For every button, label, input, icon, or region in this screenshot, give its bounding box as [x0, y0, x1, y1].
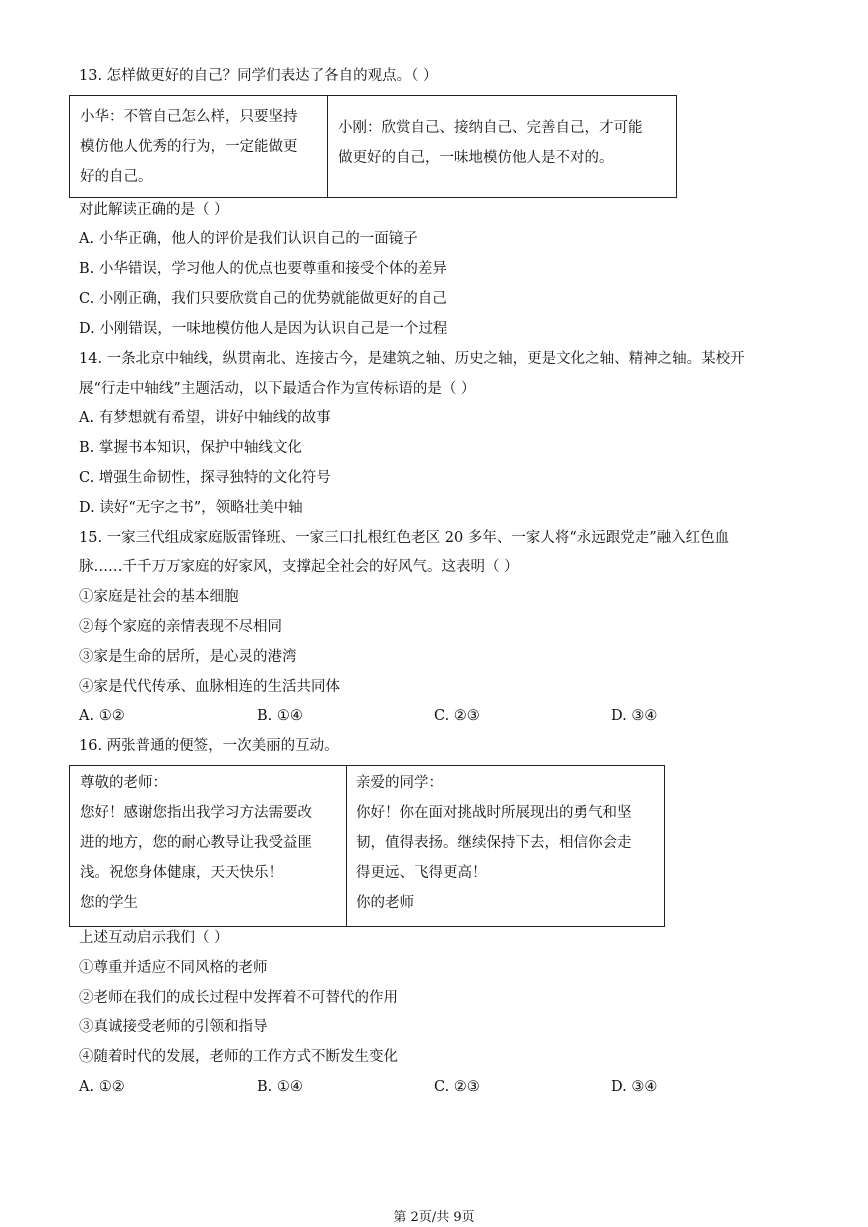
q15-options-row [79, 706, 779, 726]
q13-option-d: D. 小刚错误，一味地模仿他人是因为认识自己是一个过程 [79, 321, 448, 337]
q16-teacher-note-line: 韧，值得表扬。继续保持下去，相信你会走 [356, 835, 632, 851]
q13-xiaogang-line: 做更好的自己，一味地模仿他人是不对的。 [338, 150, 614, 166]
page-number-footer: 第 2页/共 9页 [393, 1210, 475, 1225]
q13-prompt: 对此解读正确的是（ ） [79, 202, 229, 218]
q15-option-c: C. ②③ [434, 708, 480, 724]
q16-teacher-note-line: 你的老师 [356, 895, 414, 911]
q14-option-b: B. 掌握书本知识，保护中轴线文化 [79, 440, 302, 456]
q13-stem: 13. 怎样做更好的自己？同学们表达了各自的观点。（ ） [79, 68, 438, 84]
q16-student-note [70, 766, 347, 926]
q16-prompt: 上述互动启示我们（ ） [79, 930, 229, 946]
q13-option-b: B. 小华错误，学习他人的优点也要尊重和接受个体的差异 [79, 261, 447, 277]
q16-student-note-line: 浅。祝您身体健康，天天快乐！ [80, 865, 283, 881]
q16-statement-1: ①尊重并适应不同风格的老师 [79, 960, 268, 976]
q16-teacher-note-line: 你好！你在面对挑战时所展现出的勇气和坚 [356, 805, 632, 821]
q15-option-d: D. ③④ [611, 708, 658, 724]
q13-option-a: A. 小华正确，他人的评价是我们认识自己的一面镜子 [79, 231, 418, 247]
q16-student-note-line: 尊敬的老师： [80, 775, 167, 791]
q15-statement-3: ③家是生命的居所，是心灵的港湾 [79, 649, 297, 665]
q16-stem: 16. 两张普通的便签，一次美丽的互动。 [79, 738, 339, 754]
q13-option-c: C. 小刚正确，我们只要欣赏自己的优势就能做更好的自己 [79, 291, 447, 307]
q15-option-b: B. ①④ [257, 708, 303, 724]
q15-stem-line-1: 15. 一家三代组成家庭版雷锋班、一家三口扎根红色老区 20 多年、一家人将“永远跟党走”融入红色血 [79, 530, 730, 546]
q15-stem-line-2: 脉……千千万万家庭的好家风，支撑起全社会的好风气。这表明（ ） [79, 559, 519, 575]
q15-statement-1: ①家庭是社会的基本细胞 [79, 589, 239, 605]
q16-notes-table [69, 765, 665, 927]
q15-option-a: A. ①② [79, 708, 125, 724]
q16-student-note-line: 您好！感谢您指出我学习方法需要改 [80, 805, 312, 821]
q14-stem-line-2: 展“行走中轴线”主题活动，以下最适合作为宣传标语的是（ ） [79, 381, 476, 397]
q14-option-d: D. 读好“无字之书”，领略壮美中轴 [79, 500, 303, 516]
q15-statement-4: ④家是代代传承、血脉相连的生活共同体 [79, 679, 340, 695]
q16-teacher-note-line: 亲爱的同学： [356, 775, 443, 791]
q16-teacher-note-line: 得更远、飞得更高！ [356, 865, 487, 881]
q13-xiaogang-cell [328, 96, 676, 197]
q13-xiaohua-line: 好的自己。 [80, 169, 153, 185]
q14-option-a: A. 有梦想就有希望，讲好中轴线的故事 [79, 410, 331, 426]
q16-options-row [79, 1077, 779, 1097]
q16-teacher-note [347, 766, 664, 926]
q16-statement-2: ②老师在我们的成长过程中发挥着不可替代的作用 [79, 990, 398, 1006]
q14-stem-line-1: 14. 一条北京中轴线，纵贯南北、连接古今，是建筑之轴、历史之轴，更是文化之轴、精神之轴。某校开 [79, 351, 745, 367]
q13-xiaohua-line: 小华：不管自己怎么样，只要坚持 [80, 109, 298, 125]
q16-option-a: A. ①② [79, 1079, 125, 1095]
q13-xiaohua-cell [70, 96, 328, 197]
q15-statement-2: ②每个家庭的亲情表现不尽相同 [79, 619, 282, 635]
q16-student-note-line: 您的学生 [80, 895, 138, 911]
q13-xiaohua-line: 模仿他人优秀的行为，一定能做更 [80, 139, 298, 155]
q16-student-note-line: 进的地方，您的耐心教导让我受益匪 [80, 835, 312, 851]
q14-option-c: C. 增强生命韧性，探寻独特的文化符号 [79, 470, 331, 486]
q13-opinion-table [69, 95, 677, 198]
q16-option-c: C. ②③ [434, 1079, 480, 1095]
q16-option-d: D. ③④ [611, 1079, 658, 1095]
q16-statement-4: ④随着时代的发展，老师的工作方式不断发生变化 [79, 1049, 398, 1065]
q16-statement-3: ③真诚接受老师的引领和指导 [79, 1019, 268, 1035]
q13-xiaogang-line: 小刚：欣赏自己、接纳自己、完善自己，才可能 [338, 120, 643, 136]
q16-option-b: B. ①④ [257, 1079, 303, 1095]
